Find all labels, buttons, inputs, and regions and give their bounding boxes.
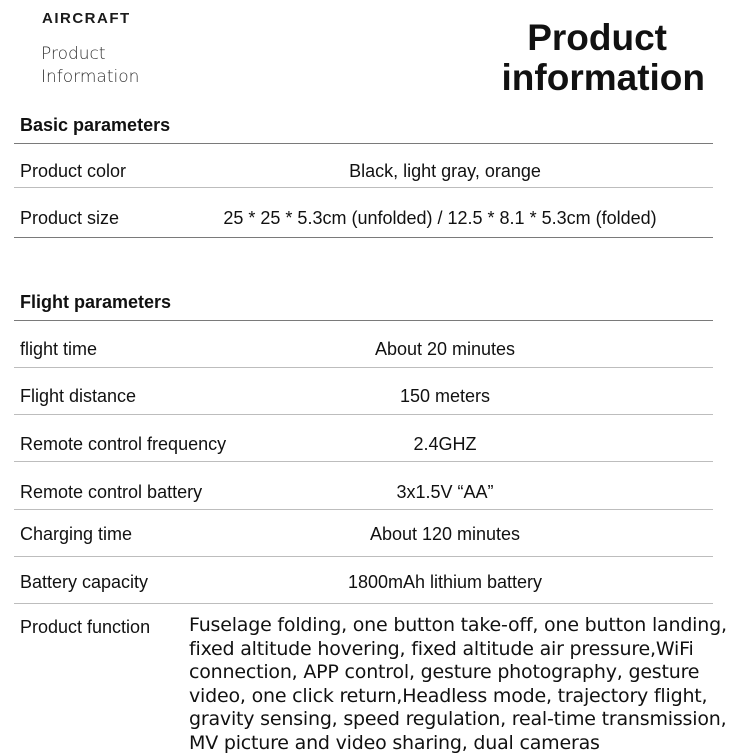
page-title-line2: information	[501, 57, 705, 98]
row-value: Black, light gray, orange	[349, 161, 541, 181]
row-divider	[14, 414, 713, 415]
row-divider	[14, 367, 713, 368]
row-label: Product color	[20, 161, 127, 181]
row-value: 1800mAh lithium battery	[347, 572, 543, 592]
flight-heading-divider	[14, 320, 713, 321]
row-label: Battery capacity	[20, 572, 149, 592]
row-label: flight time	[20, 339, 98, 359]
row-divider	[14, 187, 713, 188]
row-label: Remote control frequency	[20, 434, 227, 454]
product-function-value: Fuselage folding, one button take-off, one button landing, fixed altitude hovering, fixed altitude air pressure,WiFi connection, APP control, gesture photography, gesture video, one click return,Headless mode, trajectory flight, gravity sensing, speed regulation, real-time transmission, MV picture and video sharing, dual cameras	[189, 614, 727, 754]
basic-heading-divider	[14, 143, 713, 144]
brand-subtitle	[41, 43, 139, 89]
brand-logo: AIRCRAFT	[42, 10, 131, 27]
row-value: 25 * 25 * 5.3cm (unfolded) / 12.5 * 8.1 * 5.3cm (folded)	[223, 208, 657, 228]
row-label: Charging time	[20, 524, 133, 544]
page-title	[445, 18, 705, 98]
page-title-line1: Product	[527, 17, 667, 58]
row-label: Remote control battery	[20, 482, 203, 502]
basic-bottom-divider	[14, 237, 713, 238]
row-label: Flight distance	[20, 386, 137, 406]
flight-parameters-heading: Flight parameters	[20, 292, 172, 312]
row-divider	[14, 509, 713, 510]
row-divider	[14, 461, 713, 462]
row-value: About 120 minutes	[369, 524, 521, 544]
brand-subtitle-line2: Information	[41, 67, 140, 87]
row-value: 2.4GHZ	[413, 434, 477, 454]
brand-subtitle-line1: Product	[41, 44, 106, 64]
row-value: 150 meters	[399, 386, 491, 406]
row-divider	[14, 603, 713, 604]
row-value: About 20 minutes	[374, 339, 516, 359]
row-label: Product size	[20, 208, 120, 228]
row-divider	[14, 556, 713, 557]
product-function-label: Product function	[20, 617, 151, 637]
row-value: 3x1.5V “AA”	[396, 482, 494, 502]
basic-parameters-heading: Basic parameters	[20, 115, 171, 135]
